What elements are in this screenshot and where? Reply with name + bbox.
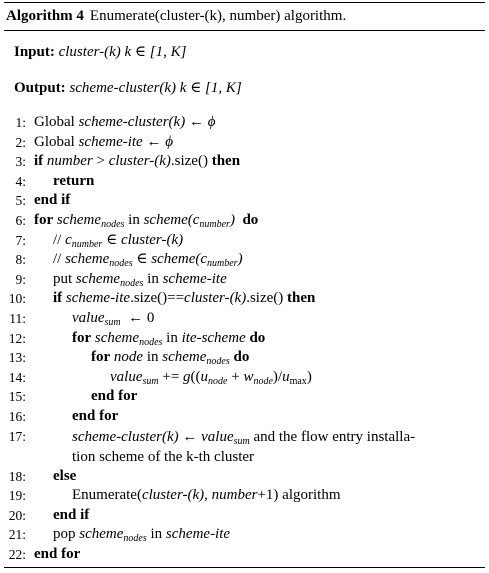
algorithm-lines [4,113,485,564]
algorithm-line [4,289,485,309]
line-content: end for [72,407,119,424]
line-number: 15: [8,389,26,405]
line-number: 2: [15,134,26,150]
line-content: value$_{sum}$ ← 0 [72,309,155,328]
input-text: cluster-(k) k ∈ [1, K] [58,44,187,60]
algorithm-line [4,348,485,368]
line-content: pop scheme$_{nodes}$ in scheme-ite [53,526,231,545]
line-number: 7: [15,232,26,248]
line-content: if number > cluster-(k).size() then [34,153,241,170]
algorithm-line [4,467,485,487]
line-content: Global scheme-ite ← ϕ [34,133,173,150]
line-number: 13: [8,350,26,366]
line-content: end if [34,192,71,209]
algorithm-line [4,172,485,192]
line-number: 8: [15,252,26,268]
line-content: end for [91,388,138,405]
algorithm-line [4,191,485,211]
algorithm-line [4,113,485,133]
line-number: 3: [15,154,26,170]
line-content: end if [53,506,90,523]
line-number: 4: [15,173,26,189]
line-content: if scheme-ite.size()==cluster-(k).size() then [53,290,316,307]
line-content: // $c_{number}$ ∈ cluster-(k) [53,231,184,250]
algorithm-line [4,250,485,270]
line-number: 19: [8,488,26,504]
algorithm-line [4,387,485,407]
line-number: 14: [8,369,26,385]
line-number: 22: [8,546,26,562]
line-content: else [53,467,77,484]
line-content: return [53,172,95,189]
algorithm-line [4,152,485,172]
line-content: for scheme$_{nodes}$ in $scheme(c_{number})$ do [34,211,259,230]
line-content: Global scheme-cluster(k) ← ϕ [34,114,216,130]
algorithm-label: Algorithm 4 [6,8,84,24]
line-number: 12: [8,330,26,346]
algorithm-line [4,545,485,565]
line-number: 17: [8,428,26,444]
algorithm-line [4,525,485,545]
algorithm-line [4,368,485,388]
input-line [4,40,485,64]
line-content: for scheme$_{nodes}$ in ite-scheme do [72,329,266,348]
line-number: 21: [8,527,26,543]
algorithm-line [4,133,485,153]
line-number: 16: [8,408,26,424]
line-content: Enumerate(cluster-(k), number+1) algorithm [72,487,341,504]
output-label: Output: [14,80,66,96]
output-line [4,76,485,100]
line-content: for node in scheme$_{nodes}$ do [91,349,250,368]
algorithm-title: Enumerate(cluster-(k), number) algorithm. [89,8,347,24]
algorithm-line [4,329,485,349]
line-content: end for [34,545,81,562]
line-number: 5: [15,193,26,209]
line-number: 11: [9,310,26,326]
line-continuation: tion scheme of the k-th cluster [72,448,255,465]
line-content: scheme-cluster(k) ← value$_{sum}$ and the flow entry installa- tion scheme of the k-th cluster [26,427,485,467]
header-rule [4,30,485,31]
line-content: value$_{sum}$ += $g((u_{node} + w_{node})/u_{max})$ [110,368,312,387]
algorithm-line [4,427,485,467]
line-number: 20: [8,507,26,523]
input-label: Input: [14,44,55,60]
line-number: 9: [15,271,26,287]
algorithm-line [4,211,485,231]
algorithm-line [4,486,485,506]
bottom-rule [4,567,485,568]
algorithm-box [4,0,485,568]
output-text: scheme-cluster(k) k ∈ [1, K] [69,80,242,96]
algorithm-header [4,3,485,30]
line-content: // scheme$_{nodes}$ ∈ $scheme(c_{number})$ [53,251,243,270]
line-content: put scheme$_{nodes}$ in scheme-ite [53,270,227,289]
algorithm-line [4,407,485,427]
line-number: 1: [15,115,26,130]
line-number: 10: [8,291,26,307]
line-number: 18: [8,468,26,484]
algorithm-line [4,309,485,329]
algorithm-line [4,231,485,251]
line-number: 6: [15,212,26,228]
algorithm-line [4,270,485,290]
algorithm-line [4,506,485,526]
